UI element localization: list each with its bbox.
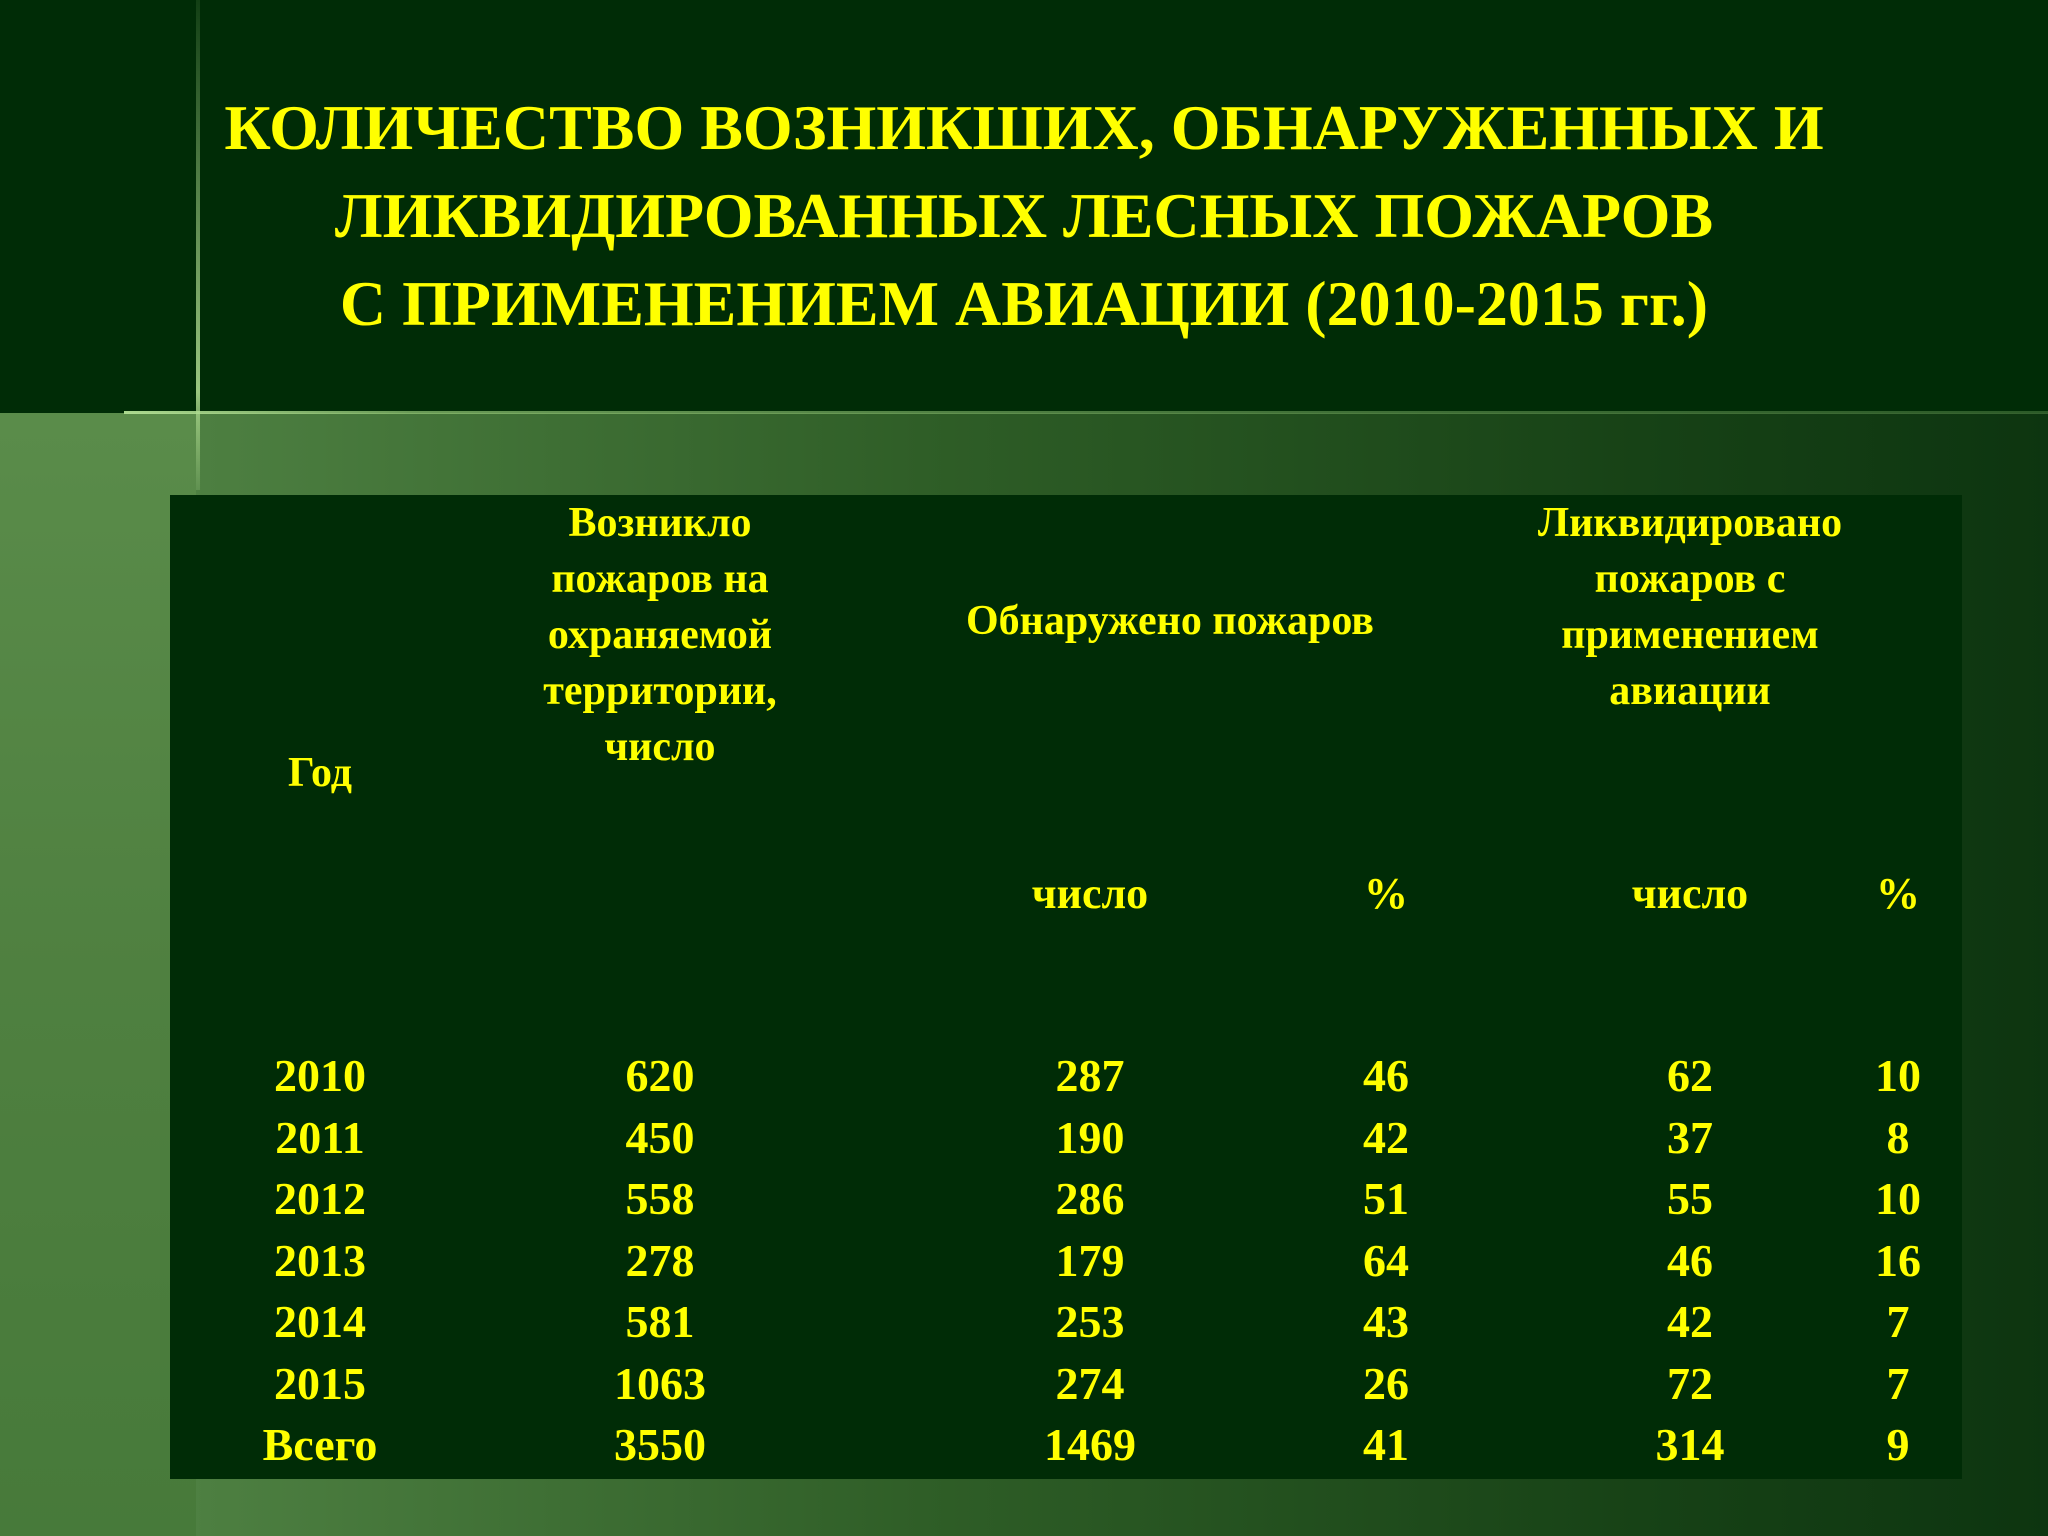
cell-occurred: 1063	[614, 1357, 706, 1409]
cell-detected: 286	[1055, 1173, 1125, 1224]
cell-detected-pct: 51	[1363, 1173, 1409, 1224]
header-extinguished-line-4: авиации	[1609, 668, 1771, 714]
cell-occurred: 558	[625, 1173, 695, 1224]
header-extinguished-line-2: пожаров с	[1594, 556, 1786, 602]
cell-year: 2010	[274, 1050, 366, 1101]
subheader-extinguished-count: число	[1631, 869, 1749, 918]
cell-extinguished: 62	[1667, 1050, 1713, 1101]
header-occurred-line-2: пожаров на	[551, 556, 769, 602]
cell-occurred: 3550	[614, 1419, 706, 1470]
cell-detected-pct: 64	[1363, 1234, 1409, 1286]
cell-extinguished-pct: 16	[1875, 1234, 1921, 1286]
cell-extinguished-pct: 7	[1886, 1296, 1910, 1347]
cell-extinguished: 55	[1667, 1173, 1713, 1224]
horizontal-accent-line	[124, 411, 2048, 414]
title-line-3: С ПРИМЕНЕНИЕМ АВИАЦИИ (2010-2015 гг.)	[339, 268, 1709, 339]
cell-year: 2012	[274, 1173, 366, 1224]
cell-extinguished: 314	[1655, 1419, 1725, 1470]
cell-extinguished-pct: 10	[1875, 1050, 1921, 1101]
cell-occurred: 450	[625, 1111, 695, 1163]
cell-detected: 179	[1055, 1234, 1125, 1286]
cell-detected: 287	[1055, 1050, 1125, 1101]
cell-extinguished-pct: 9	[1886, 1419, 1910, 1470]
title-line-2: ЛИКВИДИРОВАННЫХ ЛЕСНЫХ ПОЖАРОВ	[334, 180, 1714, 251]
header-occurred-line-4: территории,	[543, 668, 777, 714]
cell-extinguished: 42	[1667, 1296, 1713, 1347]
cell-detected-pct: 26	[1363, 1357, 1409, 1409]
cell-extinguished-pct: 10	[1875, 1173, 1921, 1224]
fires-table	[170, 495, 1962, 1479]
subheader-extinguished-pct: %	[1876, 869, 1920, 918]
cell-occurred: 620	[625, 1050, 695, 1101]
slide-title	[40, 84, 2008, 348]
cell-year: 2014	[274, 1296, 366, 1347]
header-occurred	[490, 495, 830, 775]
subheader-detected-pct: %	[1364, 869, 1408, 918]
cell-year: 2015	[274, 1357, 366, 1409]
left-accent-strip	[0, 413, 196, 1536]
cell-occurred: 278	[625, 1234, 695, 1286]
cell-year: Всего	[262, 1419, 378, 1470]
cell-extinguished: 72	[1667, 1357, 1713, 1409]
cell-detected: 274	[1055, 1357, 1125, 1409]
cell-detected-pct: 41	[1363, 1419, 1409, 1470]
header-detected: Обнаружено пожаров	[966, 598, 1374, 644]
header-extinguished-line-1: Ликвидировано	[1537, 500, 1843, 546]
cell-extinguished-pct: 8	[1886, 1111, 1910, 1163]
cell-detected: 253	[1055, 1296, 1125, 1347]
header-occurred-line-3: охраняемой	[547, 612, 773, 658]
cell-occurred: 581	[625, 1296, 695, 1347]
cell-year: 2013	[274, 1234, 366, 1286]
header-occurred-line-1: Возникло	[568, 500, 752, 546]
cell-extinguished: 46	[1667, 1234, 1713, 1286]
header-extinguished-line-3: применением	[1561, 612, 1819, 658]
cell-extinguished-pct: 7	[1886, 1357, 1910, 1409]
cell-detected-pct: 42	[1363, 1111, 1409, 1163]
header-occurred-line-5: число	[604, 724, 716, 770]
cell-detected-pct: 46	[1363, 1050, 1409, 1101]
cell-year: 2011	[275, 1111, 365, 1163]
cell-detected-pct: 43	[1363, 1296, 1409, 1347]
header-extinguished	[1480, 495, 1900, 719]
header-year: Год	[287, 750, 353, 796]
title-line-1: КОЛИЧЕСТВО ВОЗНИКШИХ, ОБНАРУЖЕННЫХ И	[224, 92, 1824, 163]
cell-extinguished: 37	[1667, 1111, 1713, 1163]
cell-detected: 1469	[1044, 1419, 1136, 1470]
subheader-detected-count: число	[1031, 869, 1149, 918]
cell-detected: 190	[1055, 1111, 1125, 1163]
